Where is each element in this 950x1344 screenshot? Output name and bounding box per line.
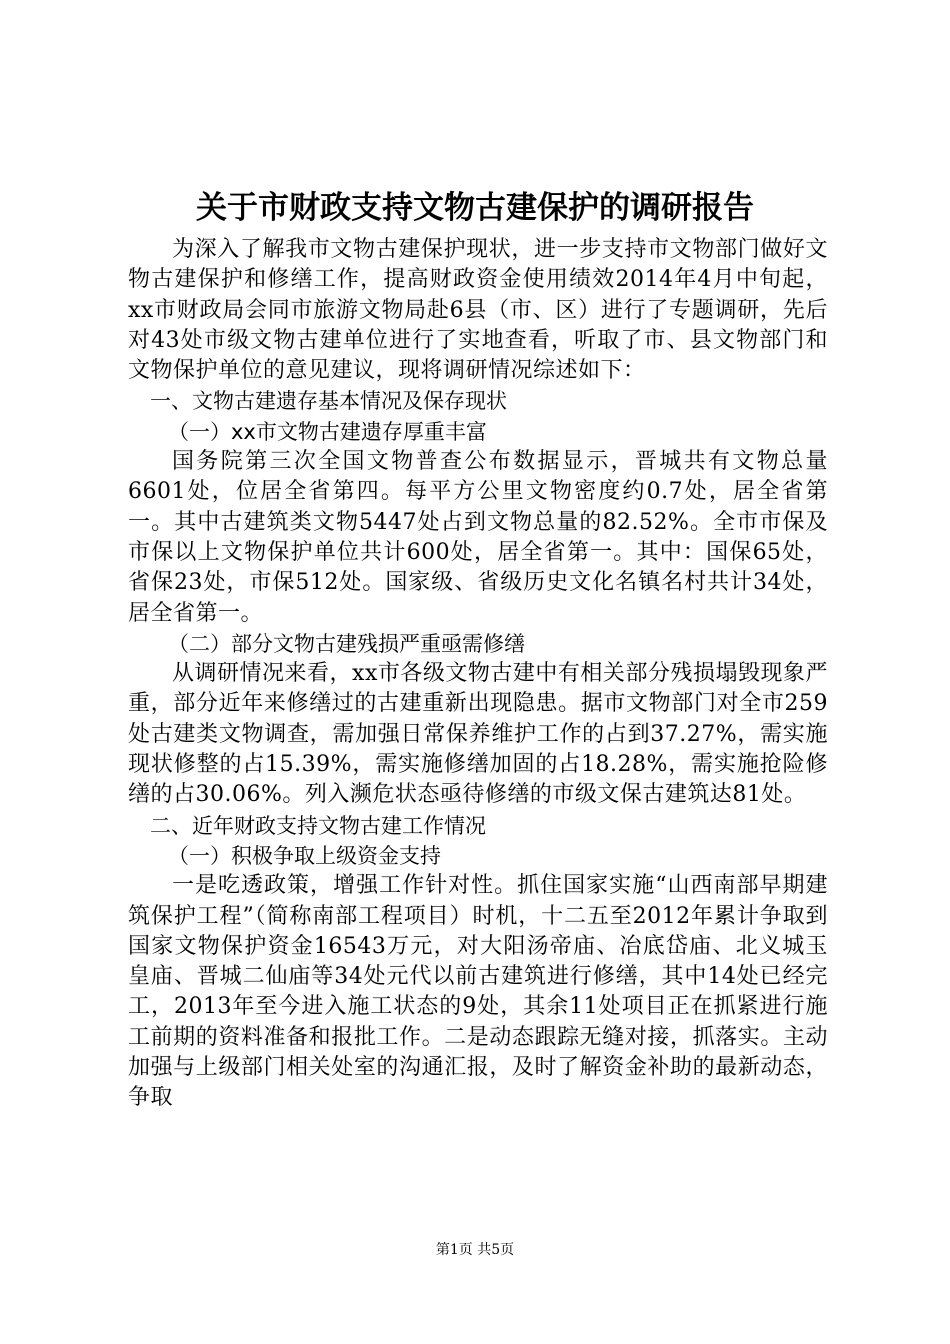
- section1-sub1-heading: （一）xx市文物古建遗存厚重丰富: [168, 419, 487, 444]
- section1-sub1-paragraph: 国务院第三次全国文物普查公布数据显示，晋城共有文物总量6601处，位居全省第四。每平方公里文物密度约0.7处，居全省第一。其中古建筑类文物5447处占到文物总量的82.52%。全市市保及市保以上文物保护单位共计600处，居全省第一。其中：国保65处，省保23处，市保512处。国家级、省级历史文化名镇名村共计34处，居全省第一。: [128, 449, 828, 626]
- document-body: [128, 235, 828, 1114]
- section1-heading: 一、文物古建遗存基本情况及保存现状: [150, 389, 507, 414]
- document-title: 关于市财政支持文物古建保护的调研报告: [196, 190, 754, 226]
- section1-sub2-paragraph: 从调研情况来看，xx市各级文物古建中有相关部分残损塌毁现象严重，部分近年来修缮过的古建重新出现隐患。据市文物部门对全市259处古建类文物调查，需加强日常保养维护工作的占到37.27%，需实施现状修整的占15.39%，需实施修缮加固的占18.28%，需实施抢险修缮的占30.06%。列入濒危状态亟待修缮的市级文保古建筑达81处。: [128, 661, 828, 808]
- section1-sub2-heading: （二）部分文物古建残损严重亟需修缮: [168, 631, 525, 656]
- section2-sub1-paragraph: 一是吃透政策，增强工作针对性。抓住国家实施“山西南部早期建筑保护工程”（简称南部工程项目）时机，十二五至2012年累计争取到国家文物保护资金16543万元，对大阳汤帝庙、冶底岱庙、北义城玉皇庙、晋城二仙庙等34处元代以前古建筑进行修缮，其中14处已经完工，2013年至今进入施工状态的9处，其余11处项目正在抓紧进行施工前期的资料准备和报批工作。二是动态跟踪无缝对接，抓落实。主动加强与上级部门相关处室的沟通汇报，及时了解资金补助的最新动态，争取: [128, 873, 828, 1111]
- intro-paragraph: 为深入了解我市文物古建保护现状，进一步支持市文物部门做好文物古建保护和修缮工作，提高财政资金使用绩效2014年4月中旬起，xx市财政局会同市旅游文物局赴6县（市、区）进行了专题调研，先后对43处市级文物古建单位进行了实地查看，听取了市、县文物部门和文物保护单位的意见建议，现将调研情况综述如下：: [128, 237, 828, 384]
- section2-heading: 二、近年财政支持文物古建工作情况: [150, 813, 486, 838]
- section2-sub1-heading: （一）积极争取上级资金支持: [168, 843, 441, 868]
- page-number-footer: 第1页 共5页: [435, 1242, 515, 1258]
